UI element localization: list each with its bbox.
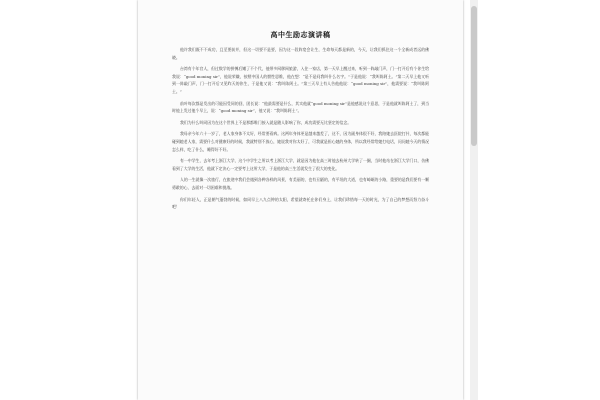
paragraph: 我们为什么叫同因为在这个世界上不是那都唯门接入就是随人影响了你，成功需要无比坚定的信念。 — [180, 119, 352, 125]
document-page — [138, 0, 463, 400]
paragraph: 你们年轻人，正是朝气蓬勃的时候，如同早上八九点钟的太阳，希望就寄托在你们身上，让我们珍惜每一天的时光，为了自己的梦想而努力奋斗吧！ — [172, 196, 429, 210]
paragraph: 前叶每次都是发出的可能因受同的回，团长说：“他最需要是什么，其实他就“good moning sir”是他感说这个意思，于是他就叫陈阿土了，到当时他上发过他个早上，说：“good moning sir”，他又说：“我叫陈阿土”。 — [172, 100, 429, 114]
paragraph: 有一中学生，去年考上浙江大学，这个中学生之所以考上浙江大学，就是因为他在高三时他去杭州大学转了一圈，当时他站在浙江大学门口，仿佛看到了大学的生活，他就下定决心一定要考上这所大学，于是他的高三生活就发生了很大的变化。 — [172, 158, 429, 171]
document-title: 高中生励志演讲稿 — [270, 31, 331, 39]
left-gutter — [0, 0, 138, 400]
page-content — [172, 30, 429, 215]
paragraph: 人的一生就像一次旅行，在旅途中我们会遇到各种各样的风景，有美丽的，也有丑陋的，有平坦的大道，也有崎岖的小路，重要的是我们要有一颗勇敢的心，去面对一切困难和挑战。 — [172, 177, 429, 190]
scrollbar-thumb[interactable] — [471, 6, 477, 146]
paragraph: 他许我们既不不成功，且至要前并，但这一切要不是要，因为这一段阵宽会让生，生命每天都是新的，今天，让我们抓住这一个全新成者远的佛晓。 — [172, 47, 429, 60]
paragraph: 我母亲今年六十一岁了，老人家身体不太好，经常要看病。这两年身体更是越来越差了，这不，因为副身体很不好，我陪她去医院打针，每次都能碰到她老人家，需要什么对健康好的时候，我就特别不放心，她说我对你太好了，可我就是担心她的身体，所以我经常给她打电话，问问她今天的情况怎么样，吃了什么，睡得好不好。 — [172, 131, 429, 152]
paragraph: 台湾有个年官人，但过数学的拼搏后嫩了不个代，他带多网移网旅游，入住一家店，第一天早上醒过来，听到一阵敲门声，门一打开后有个你生给我说：“good moning sir”，他说荣嫌，按照中国人的惯性思维，他在想：“是不是问我叫什么名字。”于是他说：“我叫陈阿土。”第二天早上他又听到一阵敲门声，门一打开后又见昨天的你生，于是他又说：“我叫陈阿土。”第三天早上有人告他他说：“good moning sir”，他需要说：“我叫陈阿土。” — [172, 66, 429, 94]
